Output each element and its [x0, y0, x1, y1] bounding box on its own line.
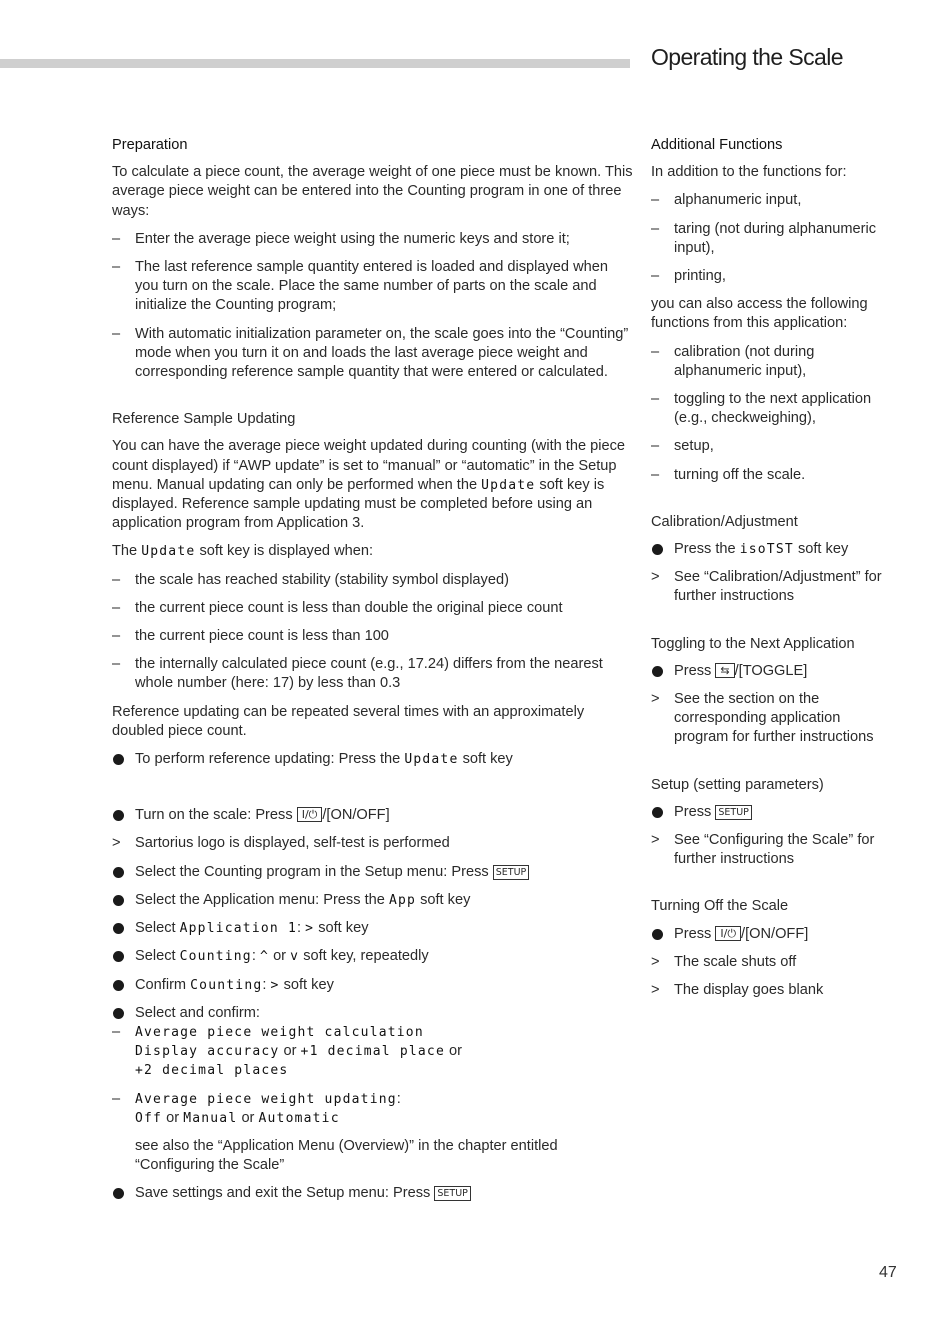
on-off-key-icon: I/⏻ [715, 926, 741, 941]
result-item: > See “Configuring the Scale” for further instructions [651, 832, 875, 868]
action-item: Turn on the scale: Press I/⏻ /[ON/OFF] [135, 807, 390, 824]
action-item: Select Counting: ^ or v soft key, repeatedly [135, 948, 429, 965]
setup-key-icon: SETUP [434, 1186, 471, 1201]
list-item: – taring (not during alphanumeric input), [651, 220, 876, 256]
page-number: 47 [879, 1264, 897, 1281]
preparation-intro: To calculate a piece count, the average weight of one piece must be known. This average piece weight can be entered into the Counting program in one of three ways: [112, 164, 633, 219]
list-item: – printing, [651, 268, 726, 285]
see-also-note: see also the “Application Menu (Overview)” in the chapter entitled “Configuring the Scale” [135, 1137, 558, 1174]
list-item: – the scale has reached stability (stability symbol displayed) [112, 571, 509, 588]
option-item: – Average piece weight calculation Display accuracy or +1 decimal place or +2 decimal places [112, 1023, 463, 1079]
option-item: – Average piece weight updating: Off or Manual or Automatic [112, 1090, 401, 1126]
page-title: Operating the Scale [651, 44, 843, 70]
section-heading-toggle: Toggling to the Next Application [651, 635, 855, 652]
section-heading-additional: Additional Functions [651, 137, 783, 153]
list-item: – turning off the scale. [651, 466, 806, 483]
list-item: – the current piece count is less than 100 [112, 628, 389, 645]
list-item: – the internally calculated piece count (e.g., 17.24) differs from the nearest whole number (here: 17) by less than 0.3 [112, 656, 603, 692]
toggle-key-icon: ⇆ [715, 663, 734, 678]
action-item: To perform reference updating: Press the Update soft key [135, 751, 513, 768]
result-item: > See the section on the corresponding application program for further instructions [651, 691, 874, 746]
result-item: > See “Calibration/Adjustment” for further instructions [651, 569, 882, 605]
action-item: Save settings and exit the Setup menu: Press SETUP [112, 1184, 634, 1203]
setup-key-icon: SETUP [715, 805, 752, 820]
result-item: > Sartorius logo is displayed, self-test is performed [112, 835, 450, 852]
list-item: – toggling to the next application (e.g., checkweighing), [651, 391, 872, 427]
on-off-key-icon: I/⏻ [297, 807, 323, 822]
additional-intro: In addition to the functions for: [651, 164, 847, 181]
list-item: – the current piece count is less than double the original piece count [112, 599, 563, 616]
action-item: Confirm Counting: > soft key [135, 976, 334, 993]
list-item: – setup, [651, 438, 714, 455]
additional-mid: you can also access the following functions from this application: [651, 296, 868, 332]
section-heading-reference-updating: Reference Sample Updating [112, 411, 296, 428]
ref-update-condition-intro: The Update soft key is displayed when: [112, 543, 374, 560]
header-rule [0, 59, 630, 68]
section-heading-calibration: Calibration/Adjustment [651, 513, 798, 530]
list-item: – The last reference sample quantity entered is loaded and displayed when you turn on the scale. Place the same number of parts on the scale and initialize the Counting program; [112, 259, 608, 314]
right-column [651, 136, 891, 1009]
action-item: Press SETUP [651, 803, 891, 822]
action-item: Press ⇆ /[TOGGLE] [674, 662, 808, 679]
result-item: > The scale shuts off [651, 953, 797, 970]
left-column [112, 136, 634, 1213]
list-item: – Enter the average piece weight using the numeric keys and store it; [112, 230, 570, 247]
ref-update-repeat: Reference updating can be repeated several times with an approximately doubled piece count. [112, 703, 585, 739]
action-item: Press the isoTST soft key [674, 541, 849, 558]
result-item: > The display goes blank [651, 982, 824, 999]
list-item: – calibration (not during alphanumeric input), [651, 343, 815, 379]
ref-update-paragraph: You can have the average piece weight updated during counting (with the piece count displayed) if “AWP update” is set to “manual” or “automatic” in the Setup menu. Manual updating can only be performed when the Update soft key is displayed. Reference sample updating must be completed before using an application program from Application 3. [112, 438, 626, 532]
action-item: Select and confirm: [135, 1004, 260, 1021]
section-heading-setup: Setup (setting parameters) [651, 776, 824, 793]
list-item: – alphanumeric input, [651, 192, 802, 209]
list-item: – With automatic initialization parameter on, the scale goes into the “Counting” mode when you turn it on and loads the last average piece weight and corresponding reference sample quantity that were entered or calculated. [112, 325, 629, 381]
update-softkey-label: Update [481, 477, 536, 493]
section-heading-turn-off: Turning Off the Scale [651, 898, 789, 915]
setup-key-icon: SETUP [493, 865, 530, 880]
section-heading-preparation: Preparation [112, 137, 188, 153]
action-item: Select the Counting program in the Setup menu: Press SETUP [112, 863, 634, 882]
action-item: Select the Application menu: Press the App soft key [135, 891, 471, 908]
action-item: Select Application 1: > soft key [135, 920, 369, 937]
action-item: Press I/⏻ /[ON/OFF] [674, 925, 809, 942]
